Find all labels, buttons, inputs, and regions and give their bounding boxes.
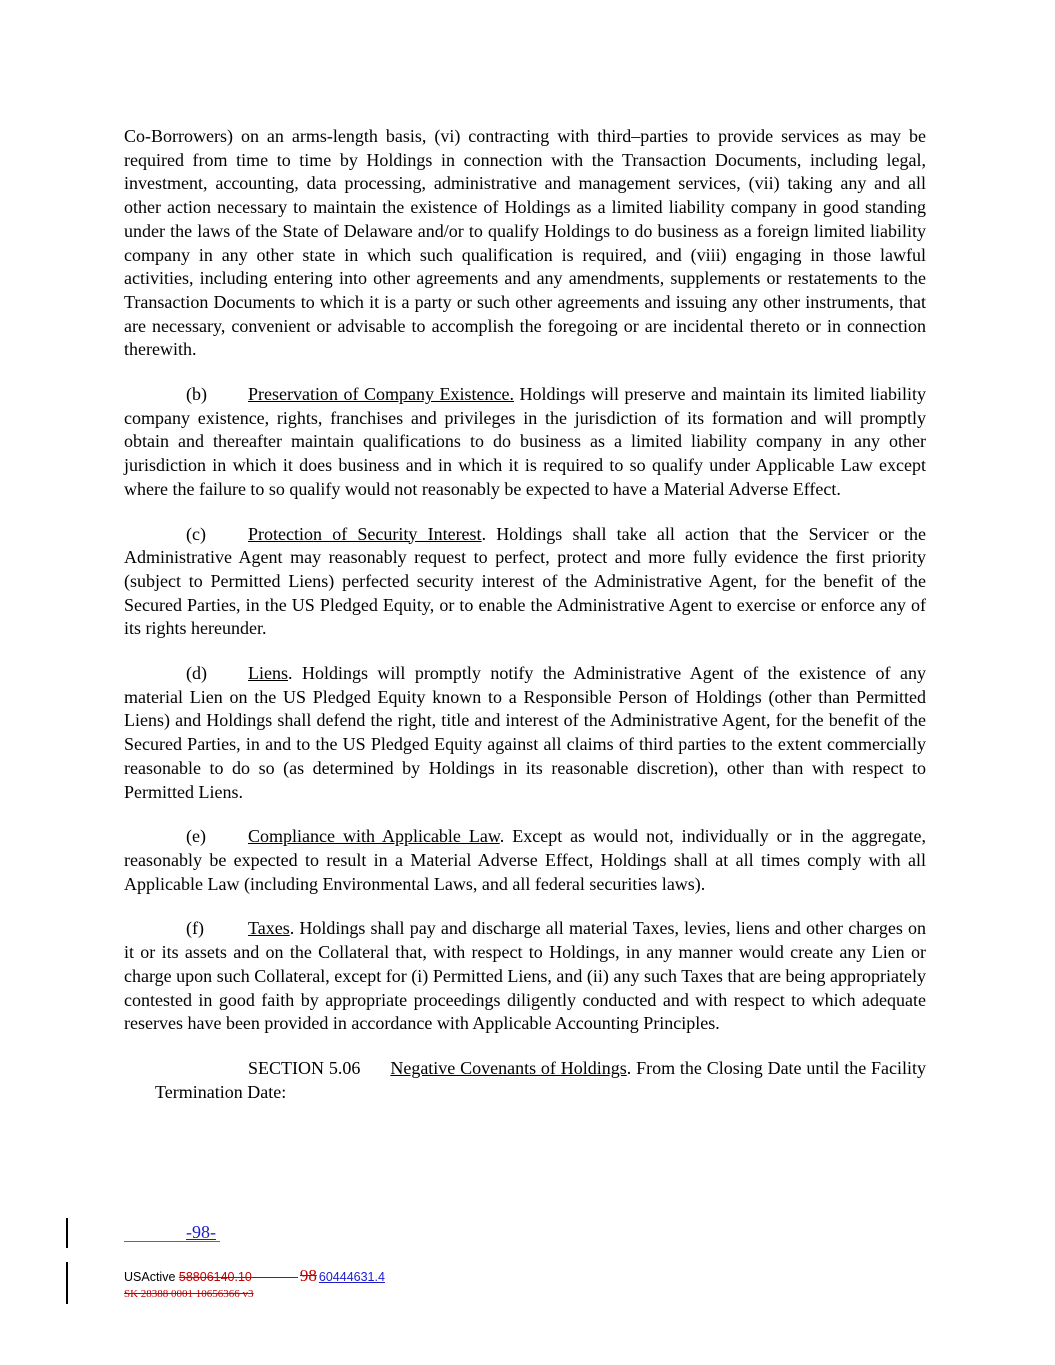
clause-text: . Holdings shall take all action that the Servicer or the Administrative Agent may reasonably request to perfect, protect and more fully evidence the first priority (subject to Permitted Liens) perfected security interest of the Administrative Agent, for the benefit of the Secured Parties, in the US Pledged Equity, or to enable the Administrative Agent to exercise or enforce any of its rights hereunder. [124, 523, 926, 639]
deleted-doc-reference: SK 28388 0001 10656366 v3 [124, 1288, 254, 1300]
clause-label: (e) [186, 826, 206, 847]
clause-label: (d) [186, 663, 207, 684]
inserted-doc-id: 60444631.4 [318, 1270, 385, 1284]
clause-heading: Protection of Security Interest [248, 523, 482, 544]
document-footer [124, 1266, 385, 1286]
clause-label: (c) [186, 523, 206, 544]
change-bar [66, 1218, 68, 1248]
clause-heading: Compliance with Applicable Law [248, 826, 500, 847]
clause-heading: Preservation of Company Existence. [248, 384, 514, 405]
clause-c [124, 523, 926, 642]
section-heading: Negative Covenants of Holdings [390, 1057, 627, 1078]
clause-text: . Holdings will promptly notify the Administrative Agent of the existence of any material Lien on the US Pledged Equity known to a Responsible Person of Holdings (other than Permitted Liens) and Holdings shall defend the right, title and interest of the Administrative Agent, for the benefit of the Secured Parties, in and to the US Pledged Equity against all claims of third parties to the extent commercially reasonable to do so (as determined by Holdings in its reasonable discretion), other than with respect to Permitted Liens. [124, 663, 926, 802]
clause-heading: Taxes [248, 918, 290, 939]
clause-text: . Except as would not, individually or in the aggregate, reasonably be expected to result in a Material Adverse Effect, Holdings shall at all times comply with all Applicable Law (including Environmental Laws, and all federal securities laws). [124, 826, 926, 894]
clause-heading: Liens [248, 663, 288, 684]
clause-label: (b) [186, 384, 207, 405]
clause-d [124, 662, 926, 804]
clause-text: . Holdings shall pay and discharge all material Taxes, levies, liens and other charges on it or its assets and on the Collateral that, with respect to Holdings, in any manner would create any Lien or charge upon such Collateral, except for (i) Permitted Liens, and (ii) any such Taxes that are being appropriately contested in good faith by appropriate proceedings diligently conducted and with respect to which adequate reserves have been provided in accordance with Applicable Accounting Principles. [124, 918, 926, 1034]
page-number-area [124, 1222, 224, 1244]
clause-f [124, 917, 926, 1036]
page-number: -98- [186, 1222, 216, 1242]
deleted-gap [252, 1277, 298, 1278]
continuation-paragraph: Co-Borrowers) on an arms-length basis, (vi) contracting with third–parties to provide services as may be required from time to time by Holdings in connection with the Transaction Documents, including legal, investment, accounting, data processing, administrative and management services, (vii) taking any and all other action necessary to maintain the existence of Holdings as a limited liability company in good standing under the laws of the State of Delaware and/or to qualify Holdings to do business as a foreign limited liability company in any other state in which such qualification is required, and (viii) engaging in those lawful activities, including entering into other agreements and any amendments, supplements or restatements to the Transaction Documents to which it is a party or such other agreements and issuing any other instruments, that are necessary, convenient or advisable to accomplish the foregoing or are incidental thereto or in connection therewith. [124, 126, 926, 360]
clause-label: (f) [186, 918, 204, 939]
section-text: . From the Closing Date until the Facility Termination Date: [155, 1057, 926, 1102]
section-number: SECTION 5.06 [248, 1057, 361, 1078]
footer-prefix: USActive [124, 1270, 179, 1284]
change-bar [66, 1262, 68, 1304]
clause-text: Holdings will preserve and maintain its limited liability company existence, rights, franchises and privileges in the jurisdiction of its formation and will promptly obtain and thereafter maintain qualifications to do business as a limited liability company in any other jurisdiction in which it does business and in which it is required to so qualify under Applicable Law except where the failure to so qualify would not reasonably be expected to have a Material Adverse Effect. [124, 384, 926, 499]
document-body [124, 125, 926, 1104]
deleted-page-number: 98 [299, 1266, 317, 1285]
clause-b [124, 383, 926, 502]
deleted-doc-id: 58806140.10 [178, 1270, 252, 1284]
clause-e [124, 825, 926, 896]
section-5-06 [124, 1057, 926, 1104]
